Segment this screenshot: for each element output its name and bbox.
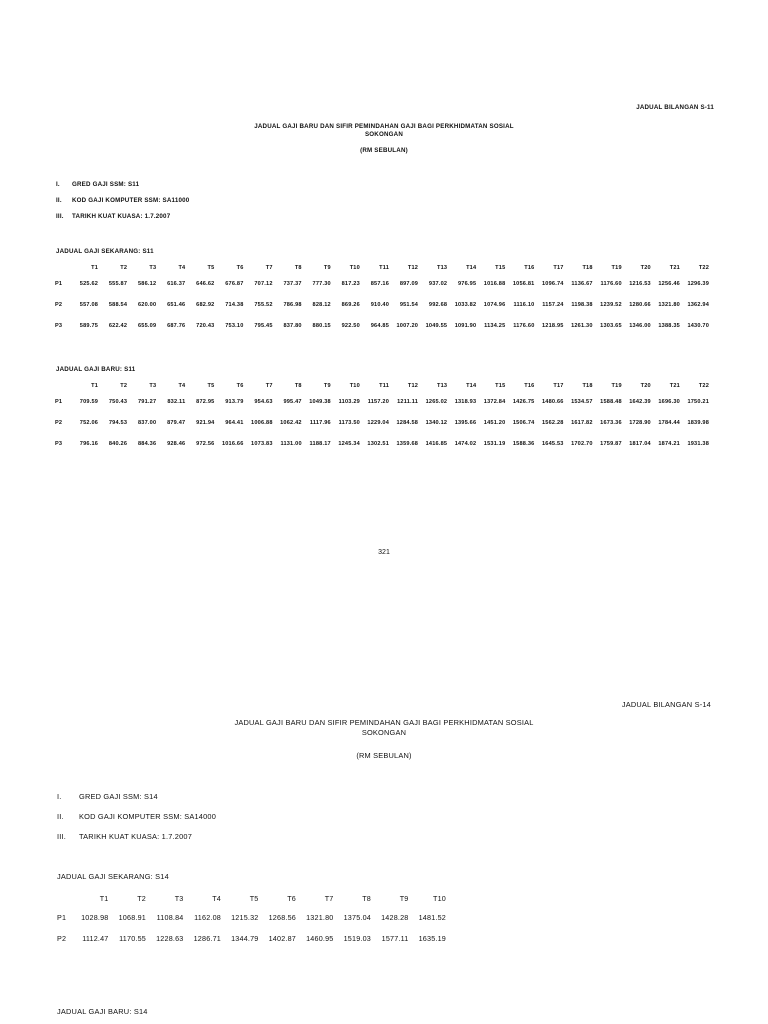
salary-cell: 1426.75 bbox=[512, 398, 535, 405]
salary-cell: 1759.87 bbox=[600, 440, 622, 447]
page-number: 321 bbox=[378, 549, 390, 556]
salary-cell: 972.56 bbox=[196, 440, 215, 447]
salary-cell: 817.23 bbox=[341, 280, 360, 287]
salary-cell: 1268.56 bbox=[268, 913, 296, 922]
table-row bbox=[52, 315, 709, 336]
salary-cell: 1198.38 bbox=[571, 301, 593, 308]
column-header: T10 bbox=[433, 893, 446, 903]
salary-cell: 714.38 bbox=[225, 301, 244, 308]
salary-cell: 1176.60 bbox=[513, 322, 535, 329]
salary-cell: 588.54 bbox=[108, 301, 128, 308]
column-header: T8 bbox=[294, 383, 302, 389]
current-salary-heading: JADUAL GAJI SEKARANG: S11 bbox=[56, 248, 154, 255]
table-corner bbox=[54, 889, 71, 907]
salary-cell: 1033.82 bbox=[454, 301, 477, 308]
salary-cell: 857.16 bbox=[370, 280, 390, 287]
salary-cell: 1635.19 bbox=[418, 934, 446, 943]
salary-cell: 1588.36 bbox=[512, 440, 535, 447]
salary-cell: 1049.38 bbox=[309, 398, 331, 405]
salary-cell: 1062.42 bbox=[280, 419, 302, 426]
salary-cell: 720.43 bbox=[196, 322, 215, 329]
info-text: GRED GAJI SSM: S14 bbox=[79, 792, 158, 801]
salary-cell: 976.95 bbox=[458, 280, 477, 287]
column-header: T20 bbox=[640, 265, 651, 271]
salary-cell: 1617.82 bbox=[571, 419, 593, 426]
roman-numeral: II. bbox=[57, 812, 64, 821]
salary-cell: 1696.30 bbox=[658, 398, 680, 405]
salary-cell: 1642.39 bbox=[629, 398, 651, 405]
column-header: T8 bbox=[294, 265, 302, 271]
salary-cell: 1280.66 bbox=[629, 301, 651, 308]
current-salary-table bbox=[54, 889, 446, 949]
salary-cell: 1673.36 bbox=[600, 419, 622, 426]
table-row bbox=[54, 928, 446, 949]
table-row bbox=[54, 907, 446, 928]
table-header-row bbox=[54, 889, 446, 907]
salary-cell: 1136.67 bbox=[571, 280, 593, 287]
salary-cell: 1416.85 bbox=[425, 440, 448, 447]
column-header: T1 bbox=[91, 265, 99, 271]
salary-cell: 1430.70 bbox=[687, 322, 710, 329]
column-header: T22 bbox=[698, 265, 710, 271]
salary-cell: 1519.03 bbox=[343, 934, 371, 943]
salary-cell: 1286.71 bbox=[193, 934, 221, 943]
column-header: T17 bbox=[553, 383, 564, 389]
salary-cell: 872.95 bbox=[196, 398, 215, 405]
salary-cell: 1817.04 bbox=[629, 440, 651, 447]
roman-numeral: II. bbox=[56, 197, 62, 204]
column-header: T9 bbox=[323, 265, 331, 271]
column-header: T13 bbox=[436, 383, 448, 389]
currency-unit: (RM SEBULAN) bbox=[356, 751, 412, 760]
table-row bbox=[52, 391, 709, 412]
salary-cell: 1296.39 bbox=[687, 280, 710, 287]
salary-cell: 1728.90 bbox=[629, 419, 651, 426]
column-header: T22 bbox=[698, 383, 710, 389]
table-corner bbox=[52, 381, 69, 391]
salary-cell: 620.00 bbox=[137, 301, 157, 308]
column-header: T5 bbox=[249, 893, 259, 903]
column-header: T2 bbox=[137, 893, 146, 903]
salary-cell: 1261.30 bbox=[571, 322, 593, 329]
column-header: T15 bbox=[495, 383, 506, 389]
column-header: T16 bbox=[524, 265, 535, 271]
row-label: P2 bbox=[57, 934, 67, 943]
column-header: T2 bbox=[120, 265, 128, 271]
salary-cell: 1362.94 bbox=[687, 301, 710, 308]
roman-numeral: I. bbox=[56, 181, 60, 188]
row-label: P1 bbox=[55, 280, 63, 287]
salary-cell: 1091.90 bbox=[454, 322, 477, 329]
column-header: T12 bbox=[407, 383, 419, 389]
salary-cell: 1359.68 bbox=[396, 440, 419, 447]
salary-cell: 557.08 bbox=[79, 301, 99, 308]
column-header: T1 bbox=[91, 383, 99, 389]
salary-cell: 1074.96 bbox=[483, 301, 506, 308]
salary-cell: 1016.88 bbox=[483, 280, 506, 287]
salary-cell: 837.80 bbox=[283, 322, 302, 329]
salary-cell: 869.26 bbox=[341, 301, 360, 308]
salary-cell: 928.46 bbox=[167, 440, 186, 447]
salary-cell: 1116.10 bbox=[513, 301, 535, 308]
salary-cell: 1007.20 bbox=[396, 322, 419, 329]
column-header: T9 bbox=[323, 383, 331, 389]
salary-cell: 796.16 bbox=[79, 440, 99, 447]
info-item-grade bbox=[57, 792, 158, 801]
salary-cell: 586.12 bbox=[137, 280, 157, 287]
salary-cell: 937.02 bbox=[428, 280, 448, 287]
column-header: T4 bbox=[212, 893, 221, 903]
salary-cell: 1428.28 bbox=[381, 913, 409, 922]
salary-cell: 794.53 bbox=[108, 419, 128, 426]
column-header: T3 bbox=[174, 893, 184, 903]
salary-cell: 1215.32 bbox=[231, 913, 259, 922]
info-item-date bbox=[56, 213, 170, 220]
salary-cell: 1874.21 bbox=[658, 440, 680, 447]
column-header: T9 bbox=[399, 893, 409, 903]
salary-cell: 1108.84 bbox=[156, 913, 184, 922]
row-label: P3 bbox=[55, 322, 63, 329]
salary-cell: 709.59 bbox=[79, 398, 99, 405]
column-header: T6 bbox=[287, 893, 296, 903]
salary-cell: 1375.04 bbox=[343, 913, 371, 922]
salary-cell: 1702.70 bbox=[571, 440, 593, 447]
salary-cell: 1211.11 bbox=[397, 398, 419, 405]
salary-cell: 897.09 bbox=[399, 280, 419, 287]
salary-cell: 1645.53 bbox=[541, 440, 564, 447]
salary-cell: 755.52 bbox=[254, 301, 273, 308]
row-label: P1 bbox=[57, 913, 67, 922]
column-header: T19 bbox=[611, 265, 622, 271]
table-row bbox=[52, 412, 709, 433]
column-header: T7 bbox=[265, 383, 273, 389]
salary-cell: 525.62 bbox=[79, 280, 99, 287]
salary-cell: 1016.66 bbox=[221, 440, 244, 447]
salary-cell: 1265.02 bbox=[425, 398, 448, 405]
salary-cell: 1388.35 bbox=[658, 322, 680, 329]
info-item-code bbox=[57, 812, 216, 821]
table-row bbox=[52, 273, 709, 294]
salary-cell: 1344.79 bbox=[231, 934, 259, 943]
row-label: P3 bbox=[55, 440, 63, 447]
salary-cell: 1931.38 bbox=[687, 440, 710, 447]
salary-cell: 1577.11 bbox=[381, 934, 409, 943]
salary-cell: 1321.80 bbox=[658, 301, 680, 308]
column-header: T20 bbox=[640, 383, 651, 389]
column-header: T6 bbox=[236, 383, 244, 389]
salary-cell: 1228.63 bbox=[156, 934, 184, 943]
row-label: P2 bbox=[55, 419, 63, 426]
salary-cell: 922.50 bbox=[341, 322, 360, 329]
salary-cell: 1402.87 bbox=[268, 934, 296, 943]
salary-cell: 879.47 bbox=[167, 419, 186, 426]
salary-cell: 682.92 bbox=[196, 301, 215, 308]
salary-cell: 884.36 bbox=[137, 440, 157, 447]
salary-cell: 616.37 bbox=[167, 280, 186, 287]
column-header: T11 bbox=[379, 383, 390, 389]
salary-cell: 655.09 bbox=[137, 322, 157, 329]
column-header: T21 bbox=[669, 383, 680, 389]
column-header: T16 bbox=[524, 383, 535, 389]
salary-cell: 1321.80 bbox=[306, 913, 334, 922]
salary-cell: 1049.55 bbox=[425, 322, 448, 329]
document-title: JADUAL GAJI BARU DAN SIFIR PEMINDAHAN GAJI BAGI PERKHIDMATAN SOSIAL bbox=[254, 123, 514, 130]
salary-cell: 1340.12 bbox=[425, 419, 448, 426]
roman-numeral: I. bbox=[57, 792, 62, 801]
salary-cell: 1131.00 bbox=[280, 440, 302, 447]
salary-cell: 910.40 bbox=[370, 301, 390, 308]
salary-cell: 1531.19 bbox=[483, 440, 506, 447]
salary-cell: 1096.74 bbox=[541, 280, 564, 287]
current-salary-table bbox=[52, 263, 709, 336]
salary-cell: 1346.00 bbox=[629, 322, 651, 329]
salary-cell: 777.30 bbox=[312, 280, 331, 287]
column-header: T14 bbox=[466, 383, 477, 389]
salary-cell: 1073.83 bbox=[251, 440, 273, 447]
salary-cell: 1303.65 bbox=[600, 322, 622, 329]
salary-cell: 1056.81 bbox=[512, 280, 535, 287]
salary-cell: 1562.28 bbox=[541, 419, 564, 426]
salary-cell: 1480.66 bbox=[541, 398, 564, 405]
info-text: TARIKH KUAT KUASA: 1.7.2007 bbox=[72, 213, 171, 220]
new-salary-heading: JADUAL GAJI BARU: S14 bbox=[57, 1007, 148, 1016]
document-title-continued: SOKONGAN bbox=[361, 728, 407, 737]
info-text: TARIKH KUAT KUASA: 1.7.2007 bbox=[79, 832, 193, 841]
salary-cell: 1750.21 bbox=[687, 398, 710, 405]
salary-cell: 1239.52 bbox=[600, 301, 622, 308]
salary-cell: 951.54 bbox=[399, 301, 419, 308]
info-item-grade bbox=[56, 181, 139, 188]
column-header: T17 bbox=[553, 265, 564, 271]
info-item-code bbox=[56, 197, 189, 204]
new-salary-table bbox=[52, 381, 709, 454]
salary-cell: 1506.74 bbox=[512, 419, 535, 426]
salary-cell: 651.46 bbox=[167, 301, 186, 308]
salary-cell: 1188.17 bbox=[309, 440, 331, 447]
salary-cell: 880.15 bbox=[312, 322, 331, 329]
salary-cell: 1218.95 bbox=[541, 322, 564, 329]
salary-cell: 1103.29 bbox=[338, 398, 360, 405]
salary-cell: 1216.53 bbox=[629, 280, 651, 287]
salary-cell: 1245.34 bbox=[338, 440, 360, 447]
salary-cell: 840.26 bbox=[108, 440, 128, 447]
salary-cell: 1173.50 bbox=[338, 419, 360, 426]
salary-cell: 752.06 bbox=[79, 419, 99, 426]
column-header: T21 bbox=[669, 265, 680, 271]
table-row bbox=[52, 294, 709, 315]
column-header: T14 bbox=[466, 265, 477, 271]
roman-numeral: III. bbox=[56, 213, 64, 220]
salary-cell: 1372.84 bbox=[483, 398, 506, 405]
salary-cell: 1176.60 bbox=[600, 280, 622, 287]
table-number-label: JADUAL BILANGAN S-14 bbox=[621, 700, 711, 709]
salary-cell: 1474.02 bbox=[454, 440, 477, 447]
currency-unit: (RM SEBULAN) bbox=[360, 147, 408, 154]
salary-cell: 1157.20 bbox=[367, 398, 390, 405]
salary-cell: 964.85 bbox=[370, 322, 390, 329]
salary-cell: 1318.93 bbox=[454, 398, 477, 405]
salary-cell: 1481.52 bbox=[418, 913, 446, 922]
column-header: T4 bbox=[178, 265, 186, 271]
salary-cell: 707.12 bbox=[254, 280, 273, 287]
column-header: T7 bbox=[324, 893, 334, 903]
table-corner bbox=[52, 263, 69, 273]
salary-cell: 555.87 bbox=[108, 280, 128, 287]
row-label: P2 bbox=[55, 301, 63, 308]
salary-cell: 589.75 bbox=[79, 322, 99, 329]
salary-cell: 964.41 bbox=[225, 419, 244, 426]
table-row bbox=[52, 433, 709, 454]
column-header: T10 bbox=[349, 265, 360, 271]
salary-cell: 1068.91 bbox=[118, 913, 146, 922]
table-header-row bbox=[52, 381, 709, 391]
salary-cell: 1157.24 bbox=[542, 301, 564, 308]
salary-cell: 913.79 bbox=[225, 398, 244, 405]
info-text: GRED GAJI SSM: S11 bbox=[72, 181, 140, 188]
salary-cell: 786.98 bbox=[283, 301, 302, 308]
salary-cell: 737.37 bbox=[283, 280, 302, 287]
document-title-continued: SOKONGAN bbox=[364, 131, 404, 138]
salary-cell: 1117.96 bbox=[309, 419, 331, 426]
column-header: T18 bbox=[582, 383, 593, 389]
salary-cell: 1588.48 bbox=[600, 398, 622, 405]
column-header: T8 bbox=[362, 893, 371, 903]
salary-cell: 1028.98 bbox=[81, 913, 109, 922]
salary-cell: 1162.08 bbox=[194, 913, 221, 922]
roman-numeral: III. bbox=[57, 832, 67, 841]
column-header: T10 bbox=[349, 383, 360, 389]
info-item-date bbox=[57, 832, 192, 841]
table-number-label: JADUAL BILANGAN S-11 bbox=[636, 104, 714, 111]
salary-cell: 1302.51 bbox=[367, 440, 390, 447]
salary-cell: 1112.47 bbox=[82, 934, 109, 943]
salary-cell: 676.87 bbox=[225, 280, 244, 287]
column-header: T13 bbox=[436, 265, 448, 271]
salary-cell: 954.63 bbox=[254, 398, 273, 405]
column-header: T6 bbox=[236, 265, 244, 271]
row-label: P1 bbox=[55, 398, 63, 405]
salary-cell: 795.45 bbox=[254, 322, 273, 329]
salary-cell: 1784.44 bbox=[658, 419, 680, 426]
column-header: T2 bbox=[120, 383, 128, 389]
new-salary-heading: JADUAL GAJI BARU: S11 bbox=[56, 366, 136, 373]
salary-cell: 791.27 bbox=[137, 398, 157, 405]
column-header: T19 bbox=[611, 383, 622, 389]
salary-cell: 995.47 bbox=[283, 398, 302, 405]
salary-cell: 1395.66 bbox=[454, 419, 477, 426]
salary-cell: 1134.25 bbox=[484, 322, 506, 329]
salary-cell: 921.94 bbox=[196, 419, 215, 426]
salary-cell: 1229.04 bbox=[367, 419, 390, 426]
column-header: T5 bbox=[207, 265, 215, 271]
info-text: KOD GAJI KOMPUTER SSM: SA11000 bbox=[72, 197, 190, 204]
salary-cell: 687.76 bbox=[167, 322, 186, 329]
salary-cell: 1006.88 bbox=[251, 419, 273, 426]
column-header: T11 bbox=[379, 265, 390, 271]
salary-cell: 1460.95 bbox=[306, 934, 334, 943]
salary-cell: 992.68 bbox=[428, 301, 448, 308]
table-header-row bbox=[52, 263, 709, 273]
salary-cell: 1256.46 bbox=[658, 280, 680, 287]
salary-cell: 1451.20 bbox=[483, 419, 506, 426]
salary-cell: 750.43 bbox=[108, 398, 128, 405]
salary-cell: 1839.98 bbox=[687, 419, 710, 426]
column-header: T4 bbox=[178, 383, 186, 389]
column-header: T7 bbox=[265, 265, 273, 271]
salary-cell: 622.42 bbox=[108, 322, 128, 329]
salary-cell: 1284.58 bbox=[396, 419, 419, 426]
column-header: T12 bbox=[407, 265, 419, 271]
document-title: JADUAL GAJI BARU DAN SIFIR PEMINDAHAN GAJI BAGI PERKHIDMATAN SOSIAL bbox=[234, 718, 534, 727]
column-header: T15 bbox=[495, 265, 506, 271]
salary-cell: 753.10 bbox=[225, 322, 244, 329]
column-header: T3 bbox=[149, 383, 157, 389]
column-header: T5 bbox=[207, 383, 215, 389]
salary-cell: 1170.55 bbox=[119, 934, 146, 943]
column-header: T1 bbox=[99, 893, 109, 903]
salary-cell: 828.12 bbox=[312, 301, 331, 308]
current-salary-heading: JADUAL GAJI SEKARANG: S14 bbox=[57, 872, 169, 881]
salary-cell: 837.00 bbox=[137, 419, 157, 426]
salary-cell: 646.62 bbox=[196, 280, 215, 287]
column-header: T18 bbox=[582, 265, 593, 271]
salary-cell: 832.11 bbox=[167, 398, 186, 405]
info-text: KOD GAJI KOMPUTER SSM: SA14000 bbox=[79, 812, 217, 821]
column-header: T3 bbox=[149, 265, 157, 271]
salary-cell: 1534.57 bbox=[571, 398, 593, 405]
